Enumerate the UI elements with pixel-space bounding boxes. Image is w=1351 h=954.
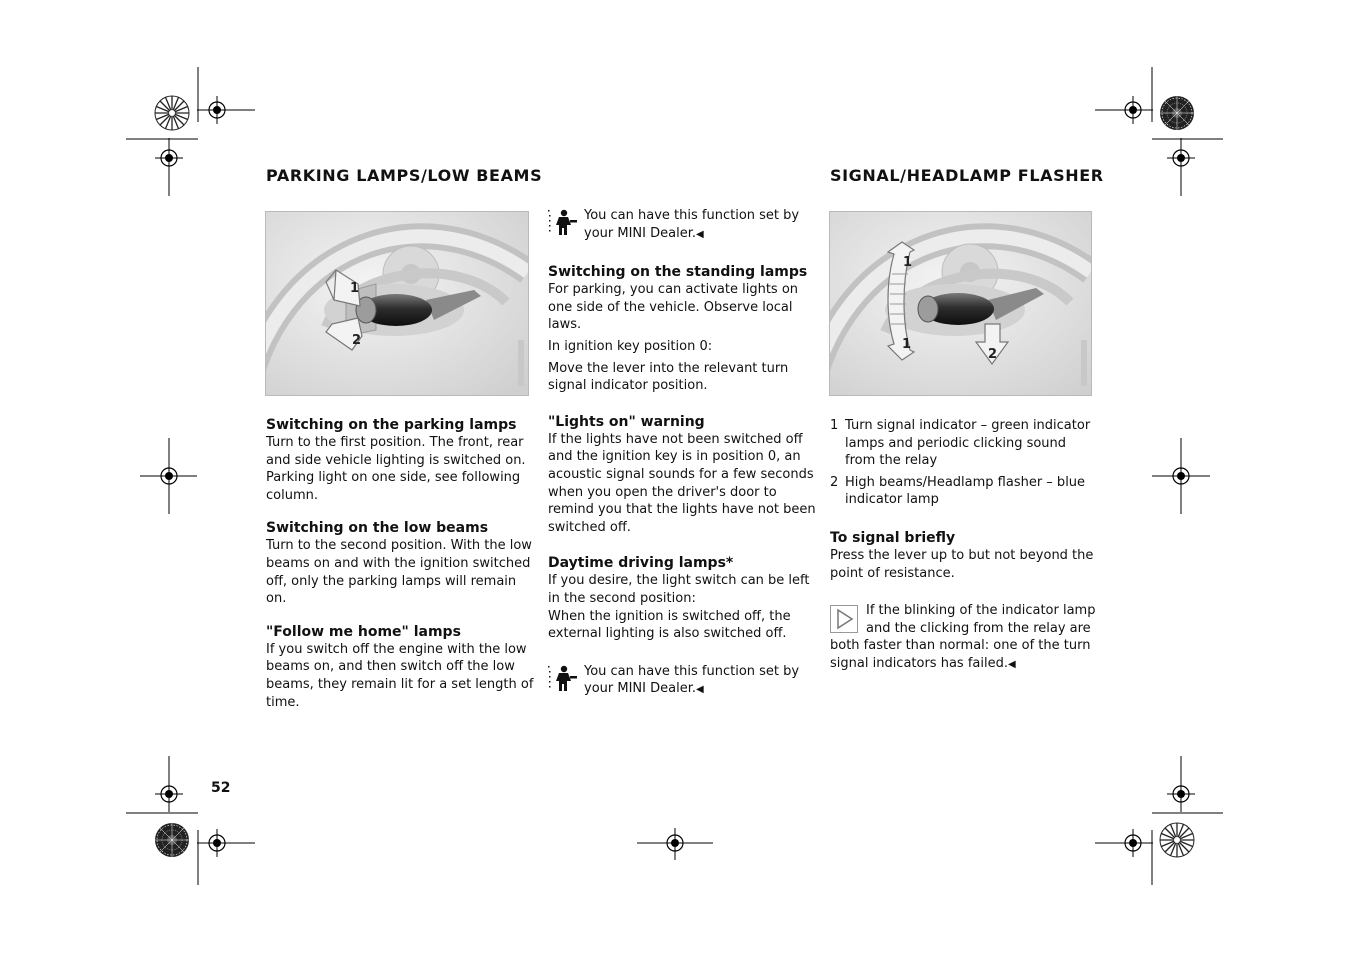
parking-lamps-block xyxy=(266,416,534,504)
text-follow-me-home: If you switch off the engine with the low beams on, and then switch off the low beams, they remain lit for a set length of time. xyxy=(266,641,534,710)
signal-briefly-block xyxy=(830,529,1096,582)
dealer-note-bottom-text: You can have this function set by your MINI Dealer. xyxy=(584,663,800,697)
figure-light-switch-stalk xyxy=(265,211,529,396)
section-title-signal-flasher: SIGNAL/HEADLAMP FLASHER xyxy=(830,166,1104,185)
indicator-failure-text-first: If the blinking of the indicator lamp and the clicking from the relay are xyxy=(866,603,1096,636)
heading-low-beams: Switching on the low beams xyxy=(266,520,489,537)
dealer-note-bottom xyxy=(548,663,820,699)
dealer-note-top-text: You can have this function set by your MINI Dealer. xyxy=(584,208,800,241)
list-item xyxy=(830,417,1096,470)
end-mark-icon: ◀ xyxy=(1007,658,1016,670)
end-mark-icon: ◀ xyxy=(695,684,704,696)
indicator-failure-note xyxy=(830,602,1096,673)
dealer-note-top xyxy=(548,207,820,243)
figure-label-1-up: 1 xyxy=(903,255,913,270)
page-number: 52 xyxy=(211,780,231,796)
follow-me-home-block xyxy=(266,623,534,711)
figure-turn-signal-stalk xyxy=(829,211,1092,396)
text-low-beams: Turn to the second position. With the low beams on and with the ignition switched off, only the parking lamps will remain on. xyxy=(266,538,532,607)
heading-daytime-lamps: Daytime driving lamps* xyxy=(548,555,734,572)
text-parking-lamps: Turn to the first position. The front, rear and side vehicle lighting is switched on. Parking light on one side, see following column. xyxy=(266,435,526,503)
figure-label-1-down: 1 xyxy=(902,337,912,352)
heading-lights-on-warning: "Lights on" warning xyxy=(548,413,705,430)
right-column xyxy=(830,417,1096,674)
list-item-number: 2 xyxy=(830,474,839,490)
heading-follow-me-home: "Follow me home" lamps xyxy=(266,623,461,640)
low-beams-block xyxy=(266,519,534,607)
mechanic-service-icon xyxy=(548,663,578,699)
text-standing-p3: Move the lever into the relevant turn signal indicator position. xyxy=(548,360,789,394)
text-standing-p1: For parking, you can activate lights on one side of the vehicle. Observe local laws. xyxy=(548,282,799,333)
text-daytime-p2: When the ignition is switched off, the external lighting is also switched off. xyxy=(548,608,791,642)
text-standing-p2: In ignition key position 0: xyxy=(548,338,713,354)
heading-standing-lamps: Switching on the standing lamps xyxy=(548,264,808,281)
middle-column xyxy=(548,207,820,699)
end-mark-icon: ◀ xyxy=(695,228,704,240)
indicator-list xyxy=(830,417,1096,509)
figure-label-2: 2 xyxy=(352,333,362,348)
lights-on-warning-block xyxy=(548,413,820,537)
triangle-note-icon xyxy=(830,605,858,639)
list-item-text: Turn signal indicator – green indicator lamps and periodic clicking sound from the relay xyxy=(845,418,1091,469)
figure-label-1: 1 xyxy=(350,281,360,296)
section-title-parking-lamps: PARKING LAMPS/LOW BEAMS xyxy=(266,166,543,185)
text-lights-on-warning: If the lights have not been switched off and the ignition key is in position 0, an acoustic signal sounds for a few seconds when you open the driver's door to remind you that the lights have not been switched off. xyxy=(548,431,816,535)
heading-signal-briefly: To signal briefly xyxy=(830,529,956,546)
figure-label-2: 2 xyxy=(988,347,998,362)
daytime-lamps-block xyxy=(548,554,820,642)
list-item-number: 1 xyxy=(830,418,839,433)
indicator-failure-text-rest: both faster than normal: one of the turn signal indicators has failed. xyxy=(830,638,1091,671)
list-item xyxy=(830,474,1096,509)
list-item-text: High beams/Headlamp flasher – blue indicator lamp xyxy=(845,474,1086,508)
mechanic-service-icon xyxy=(548,207,578,243)
heading-parking-lamps: Switching on the parking lamps xyxy=(266,417,517,433)
text-daytime-p1: If you desire, the light switch can be left in the second position: xyxy=(548,573,810,606)
text-signal-briefly: Press the lever up to but not beyond the point of resistance. xyxy=(830,547,1094,581)
left-column xyxy=(266,416,534,726)
standing-lamps-block xyxy=(548,263,820,395)
